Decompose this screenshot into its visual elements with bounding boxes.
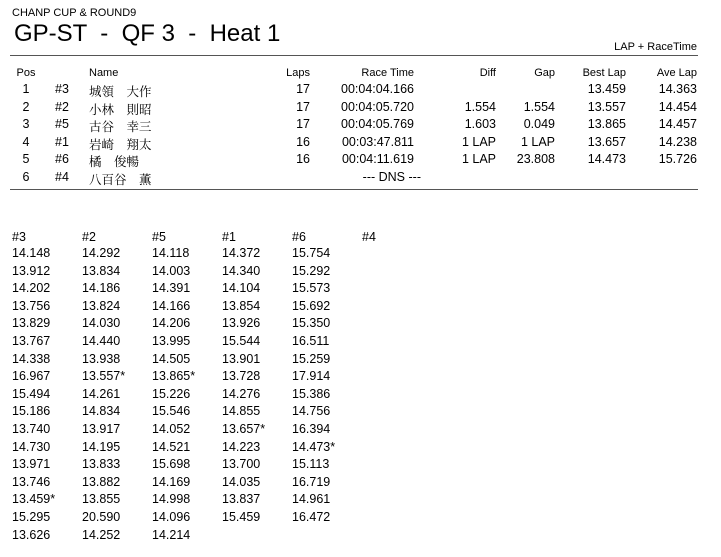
- best-lap: 13.865: [587, 117, 626, 131]
- lap-time: 14.096: [152, 509, 191, 524]
- lap-time: 14.340: [222, 263, 261, 278]
- lap-time: 13.657*: [222, 421, 266, 436]
- lap-time: 16.394: [292, 421, 331, 436]
- driver-name: 橘 俊暢: [89, 155, 140, 169]
- lap-time: 14.104: [222, 281, 261, 296]
- race-time: 00:04:05.769: [341, 117, 414, 131]
- lap-time: 13.834: [82, 263, 121, 278]
- lap-column-header: #5: [152, 230, 166, 244]
- results-row: [10, 117, 698, 135]
- lap-column: [362, 229, 432, 544]
- lap-column: [152, 229, 222, 544]
- pos: 5: [22, 152, 30, 166]
- pos: 1: [22, 82, 30, 96]
- lap-time: 13.901: [222, 351, 261, 366]
- pos: 3: [22, 117, 30, 131]
- lap-time: 16.719: [292, 474, 331, 489]
- col-gap-header: Gap: [534, 67, 555, 79]
- results-row: [10, 82, 698, 100]
- best-lap: 13.557: [587, 99, 626, 114]
- best-lap: 14.473: [587, 152, 626, 166]
- lap-time: 13.740: [12, 421, 51, 436]
- laps-count: 17: [296, 99, 310, 114]
- lap-time: 14.252: [82, 527, 121, 542]
- lap-time: 15.295: [12, 509, 51, 524]
- results-table: [10, 67, 698, 187]
- col-diff-header: Diff: [479, 67, 496, 79]
- diff: 1 LAP: [461, 134, 496, 149]
- bottom-divider: [10, 189, 698, 190]
- gap: 1 LAP: [520, 134, 555, 149]
- lap-time: 15.259: [292, 351, 331, 366]
- laps-count: 16: [296, 134, 310, 149]
- lap-time: 14.473*: [292, 439, 336, 454]
- lap-time: 15.226: [152, 386, 191, 401]
- lap-time: 13.912: [12, 263, 51, 278]
- pos: 4: [22, 134, 30, 149]
- lap-time: 13.728: [222, 369, 261, 384]
- lap-time: 14.276: [222, 386, 261, 401]
- results-row-dns: [10, 170, 698, 188]
- lap-time: 15.546: [152, 404, 191, 419]
- driver-name: 八百谷 薫: [89, 172, 152, 187]
- results-row: [10, 152, 698, 170]
- lap-column-header: #4: [362, 230, 376, 244]
- lap-time: 14.730: [12, 439, 51, 454]
- lap-time: 14.003: [152, 263, 191, 278]
- lap-time: 15.186: [12, 404, 51, 419]
- lap-time: 14.440: [82, 333, 121, 348]
- lap-time: 16.511: [292, 333, 330, 348]
- lap-column: [222, 229, 292, 544]
- car-number: #3: [55, 82, 69, 96]
- lap-time: 13.833: [82, 457, 121, 472]
- lap-time: 13.626: [12, 527, 51, 542]
- page-title: GP-ST - QF 3 - Heat 1: [14, 20, 281, 47]
- lap-time: 15.350: [292, 316, 331, 331]
- lap-time: 14.118: [152, 246, 190, 260]
- lap-time: 14.214: [152, 527, 191, 542]
- lap-time: 14.391: [152, 281, 191, 296]
- pos: 6: [22, 169, 30, 184]
- results-row: [10, 135, 698, 153]
- lap-time: 15.292: [292, 263, 331, 278]
- lap-time: 14.195: [82, 439, 121, 454]
- lap-time: 14.186: [82, 281, 121, 296]
- lap-time: 13.824: [82, 298, 121, 313]
- lap-time: 13.756: [12, 298, 51, 313]
- results-row: [10, 100, 698, 118]
- laps-count: 17: [296, 82, 310, 96]
- car-number: #4: [55, 169, 69, 184]
- col-pos-header: Pos: [16, 67, 36, 79]
- diff: 1.554: [464, 99, 496, 114]
- lap-time: 14.169: [152, 474, 191, 489]
- lap-time: 13.917: [82, 421, 121, 436]
- lap-column-header: #3: [12, 230, 26, 244]
- car-number: #6: [55, 152, 69, 166]
- lap-time: 14.202: [12, 281, 51, 296]
- lap-time: 13.459*: [12, 492, 56, 507]
- ave-lap: 14.457: [658, 117, 697, 131]
- lap-column-header: #1: [222, 230, 236, 244]
- event-name: CHANP CUP & ROUND9: [12, 7, 137, 19]
- driver-name: 小林 則昭: [89, 102, 152, 117]
- lap-column: [292, 229, 362, 544]
- race-time: 00:04:05.720: [341, 99, 414, 114]
- lap-time: 13.837: [222, 492, 261, 507]
- lap-time: 15.544: [222, 333, 261, 348]
- laps-count: 17: [296, 117, 310, 131]
- col-avelap-header: Ave Lap: [656, 67, 697, 79]
- lap-time: 14.521: [152, 439, 191, 454]
- race-time: 00:04:04.166: [341, 82, 414, 96]
- lap-time: 15.494: [12, 386, 51, 401]
- laps-count: 16: [296, 152, 310, 166]
- lap-time: 13.865*: [152, 369, 196, 384]
- driver-name: 岩崎 翔太: [89, 137, 152, 152]
- dns-status: --- DNS ---: [362, 169, 421, 184]
- col-name-header: Name: [89, 67, 119, 79]
- lap-time: 13.926: [222, 316, 261, 331]
- lap-column-header: #6: [292, 230, 306, 244]
- ave-lap: 14.363: [658, 82, 697, 96]
- lap-time: 15.692: [292, 298, 331, 313]
- diff: 1 LAP: [461, 152, 496, 166]
- lap-time: 14.292: [82, 246, 121, 260]
- lap-time: 13.938: [82, 351, 121, 366]
- lap-time: 14.148: [12, 246, 51, 260]
- car-number: #2: [55, 99, 69, 114]
- lap-time: 14.961: [292, 492, 331, 507]
- lap-time: 14.998: [152, 492, 191, 507]
- car-number: #5: [55, 117, 69, 131]
- lap-time: 14.505: [152, 351, 191, 366]
- ave-lap: 15.726: [658, 152, 697, 166]
- lap-time: 13.971: [12, 457, 51, 472]
- lap-time: 13.829: [12, 316, 51, 331]
- diff: 1.603: [464, 117, 496, 131]
- best-lap: 13.459: [587, 82, 626, 96]
- lap-time: 14.855: [222, 404, 261, 419]
- lap-time: 15.754: [292, 246, 331, 260]
- lap-time: 14.338: [12, 351, 51, 366]
- lap-time: 15.459: [222, 509, 261, 524]
- lap-time: 14.834: [82, 404, 121, 419]
- pos: 2: [22, 99, 30, 114]
- lap-time: 14.223: [222, 439, 261, 454]
- lap-time: 15.573: [292, 281, 331, 296]
- lap-time: 15.113: [292, 457, 330, 472]
- lap-column: [82, 229, 152, 544]
- gap: 0.049: [523, 117, 555, 131]
- lap-time: 13.855: [82, 492, 121, 507]
- results-header-row: [10, 67, 698, 82]
- lap-time: 14.035: [222, 474, 261, 489]
- lap-time: 13.882: [82, 474, 121, 489]
- lap-time: 14.756: [292, 404, 331, 419]
- driver-name: 城領 大作: [89, 85, 152, 99]
- lap-time: 14.052: [152, 421, 191, 436]
- ave-lap: 14.238: [658, 134, 697, 149]
- best-lap: 13.657: [587, 134, 626, 149]
- lap-time: 13.700: [222, 457, 261, 472]
- gap: 23.808: [516, 152, 555, 166]
- car-number: #1: [55, 134, 69, 149]
- gap: 1.554: [523, 99, 555, 114]
- lap-time: 14.030: [82, 316, 121, 331]
- lap-time: 13.767: [12, 333, 51, 348]
- lap-time: 14.166: [152, 298, 191, 313]
- lap-column-header: #2: [82, 230, 96, 244]
- col-laps-header: Laps: [286, 67, 310, 79]
- col-bestlap-header: Best Lap: [582, 67, 626, 79]
- timing-mode-label: LAP + RaceTime: [614, 41, 697, 53]
- lap-time: 13.746: [12, 474, 51, 489]
- lap-column: [12, 229, 82, 544]
- lap-time: 14.206: [152, 316, 191, 331]
- lap-time: 17.914: [292, 369, 331, 384]
- lap-time: 13.854: [222, 298, 261, 313]
- lap-time: 14.261: [82, 386, 121, 401]
- race-time: 00:04:11.619: [341, 152, 414, 166]
- lap-time: 20.590: [82, 509, 121, 524]
- lap-time: 13.995: [152, 333, 191, 348]
- race-time: 00:03:47.811: [341, 134, 414, 149]
- lap-times-table: [12, 229, 432, 544]
- lap-time: 16.967: [12, 369, 51, 384]
- driver-name: 古谷 幸三: [89, 120, 152, 134]
- lap-time: 13.557*: [82, 369, 126, 384]
- lap-time: 14.372: [222, 246, 261, 260]
- lap-time: 16.472: [292, 509, 331, 524]
- lap-time: 15.386: [292, 386, 331, 401]
- lap-time: 15.698: [152, 457, 191, 472]
- top-divider: [10, 55, 698, 56]
- col-racetime-header: Race Time: [361, 67, 414, 79]
- ave-lap: 14.454: [658, 99, 697, 114]
